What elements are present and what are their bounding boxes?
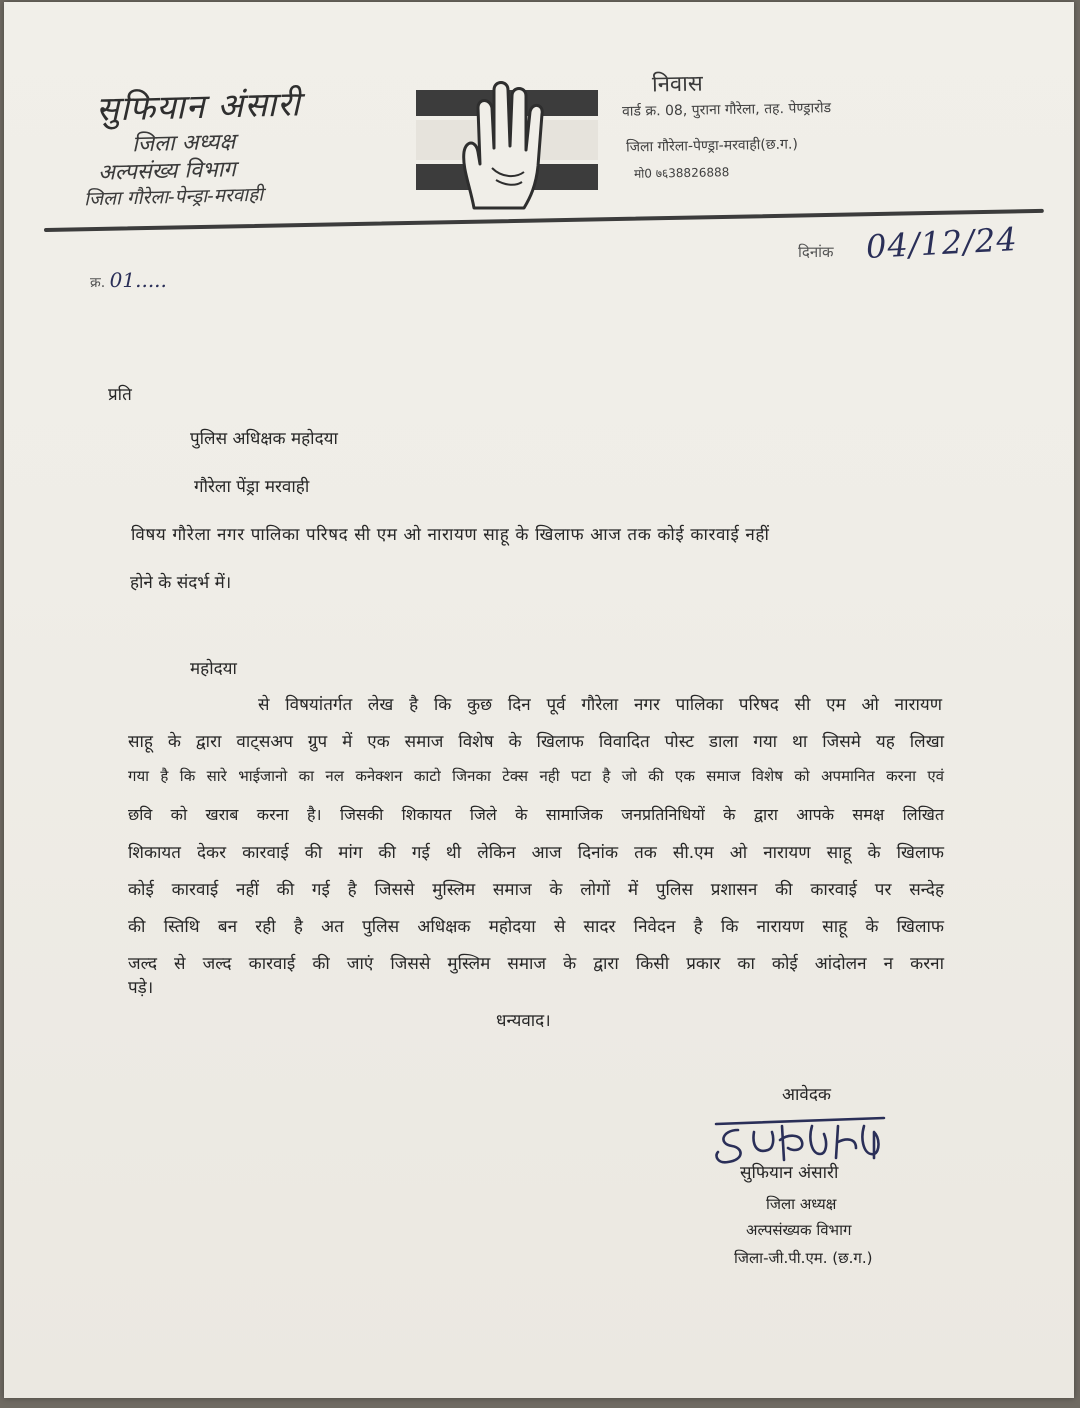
salutation: महोदया <box>190 659 237 679</box>
body-line: की स्तिथि बन रही है अत पुलिस अधिक्षक महोदया से सादर निवेदन है कि नारायण साहू के खिलाफ <box>128 917 944 937</box>
reference-number <box>90 268 167 292</box>
date-label: दिनांक <box>798 243 834 261</box>
letterhead-designation: जिला अध्यक्ष <box>131 129 236 158</box>
applicant-name: सुफियान अंसारी <box>740 1163 839 1183</box>
body-line: कोई कारवाई नहीं की गई है जिससे मुस्लिम समाज के लोगों में पुलिस प्रशासन की कारवाई पर सन्देह <box>128 880 944 900</box>
subject-line-2: होने के संदर्भ में। <box>130 573 232 593</box>
body-line: पड़े। <box>128 978 154 998</box>
residence-mobile: मो0 ७६38826888 <box>633 165 730 181</box>
body-line: गया है कि सारे भाईजानो का नल कनेक्शन काटो जिनका टेक्स नही पटा है जो की एक समाज विशेष को अपमानित करना एवं <box>128 767 944 785</box>
recipient-line-1: पुलिस अधिक्षक महोदया <box>190 429 338 449</box>
body-line: से विषयांतर्गत लेख है कि कुछ दिन पूर्व गौरेला नगर पालिका परिषद सी एम ओ नारायण <box>258 695 942 715</box>
residence-district: जिला गौरेला-पेण्ड्रा-मरवाही(छ.ग.) <box>625 136 798 156</box>
subject-line-1: विषय गौरेला नगर पालिका परिषद सी एम ओ नारायण साहू के खिलाफ आज तक कोई कारवाई नहीं <box>131 525 770 545</box>
reference-label: क्र. <box>90 275 106 291</box>
residence-address: वार्ड क्र. 08, पुराना गौरेला, तह. पेण्ड्रारोड <box>621 100 832 120</box>
recipient-line-2: गौरेला पेंड्रा मरवाही <box>194 477 310 497</box>
date-value: 04/12/24 <box>865 220 1019 266</box>
body-line: साहू के द्वारा वाट्सअप ग्रुप में एक समाज विशेष के खिलाफ विवादित पोस्ट डाला गया था जिसमे यह लिखा <box>128 732 944 752</box>
residence-title: निवास <box>651 71 703 98</box>
body-line: छवि को खराब करना है। जिसकी शिकायत जिले के सामाजिक जनप्रतिनिधियों के द्वारा आपके समक्ष लिखित <box>128 805 944 824</box>
body-line: शिकायत देकर कारवाई की मांग की गई थी लेकिन आज दिनांक तक सी.एम ओ नारायण साहू के खिलाफ <box>128 843 944 863</box>
letterhead-district: जिला गौरेला-पेन्ड्रा-मरवाही <box>83 183 264 211</box>
letterhead-name: सुफियान अंसारी <box>95 84 302 130</box>
letter-page <box>4 2 1074 1398</box>
recipient-prati: प्रति <box>108 385 132 405</box>
body-line: जल्द से जल्द कारवाई की जाएं जिससे मुस्लिम समाज के द्वारा किसी प्रकार का कोई आंदोलन न करना <box>128 954 944 974</box>
applicant-district: जिला-जी.पी.एम. (छ.ग.) <box>734 1249 873 1267</box>
applicant-label: आवेदक <box>782 1085 831 1105</box>
reference-value: 01..... <box>109 268 167 292</box>
closing-thanks: धन्यवाद। <box>496 1011 551 1031</box>
hand-logo-icon <box>412 68 602 218</box>
applicant-department: अल्पसंख्यक विभाग <box>746 1221 852 1239</box>
applicant-designation: जिला अध्यक्ष <box>766 1195 837 1213</box>
letterhead-department: अल्पसंख्य विभाग <box>97 157 237 186</box>
